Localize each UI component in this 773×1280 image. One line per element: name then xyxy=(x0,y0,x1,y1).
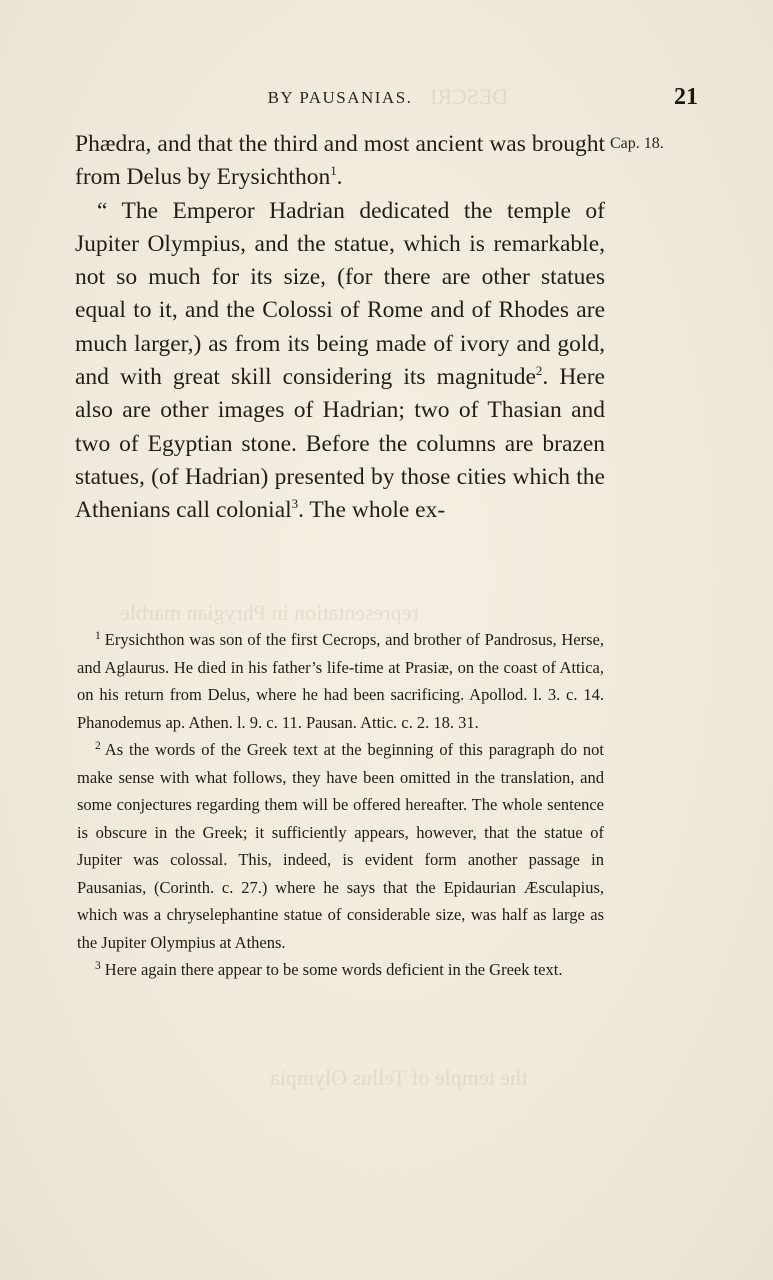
footnote xyxy=(77,736,604,956)
paragraph-2 xyxy=(75,195,605,528)
footnote xyxy=(77,956,604,984)
bleed-through-text: representation in Phrygian marble xyxy=(120,600,419,625)
paragraph-text: “ The Emperor Hadrian dedicated the temple of Jupiter Olympius, and the statue, which is remarkable, not so much for its size, (for there are other statues equal to it, and the Colossi of Rome and of Rhodes are much larger,) as from its being made of ivory and gold, and with great skill considering its magnitude xyxy=(75,197,605,391)
main-text xyxy=(75,128,605,528)
footnote-mark: 2 xyxy=(95,739,101,752)
footnote-mark: 3 xyxy=(95,959,101,972)
footnotes xyxy=(77,626,604,984)
bleed-through-text: DESCRI xyxy=(430,84,509,109)
paragraph-1 xyxy=(75,128,605,195)
chapter-margin-note: Cap. 18. xyxy=(610,135,664,152)
footnote xyxy=(77,626,604,736)
page-number: 21 xyxy=(674,84,698,110)
footnote-text: As the words of the Greek text at the beginning of this paragraph do not make sense with what follows, they have been omitted in the translation, and some conjectures regarding them will be offered hereafter. The whole sentence is obscure in the Greek; it sufficiently appears, however, that the statue of Jupiter was colossal. This, indeed, is evident form another passage in Pausanias, (Corinth. c. 27.) where he says that the Epidaurian Æsculapius, which was a chryselephantine statue of considerable size, was half as large as the Jupiter Olympius at Athens. xyxy=(77,740,604,952)
footnote-text: Erysichthon was son of the first Cecrops, and brother of Pandrosus, Herse, and Aglaurus. He died in his father’s life-time at Prasiæ, on the coast of Attica, on his return from Delus, where he had been sacrificing. Apollod. l. 3. c. 14. Phanodemus ap. Athen. l. 9. c. 11. Pausan. Attic. c. 2. 18. 31. xyxy=(77,630,604,732)
footnote-reference: 1 xyxy=(330,163,337,179)
paragraph-text: . The whole ex- xyxy=(298,497,446,524)
paragraph-text: . Here also are other images of Hadrian; two of Thasian and two of Egyptian stone. Before the columns are brazen statues, (of Hadrian) presented by those cities which the Athenians call colonial xyxy=(75,364,605,524)
footnote-reference: 3 xyxy=(291,496,299,512)
footnote-reference: 2 xyxy=(535,363,543,379)
paragraph-text: . xyxy=(336,164,343,191)
footnote-text: Here again there appear to be some words deficient in the Greek text. xyxy=(104,960,563,979)
running-title: BY PAUSANIAS. xyxy=(267,88,413,107)
bleed-through-text: the temple of Tellus Olympia xyxy=(270,1065,528,1090)
paragraph-text: Phædra, and that the third and most ancient was brought from Delus by Erysichthon xyxy=(75,131,605,191)
footnote-mark: 1 xyxy=(95,629,101,642)
